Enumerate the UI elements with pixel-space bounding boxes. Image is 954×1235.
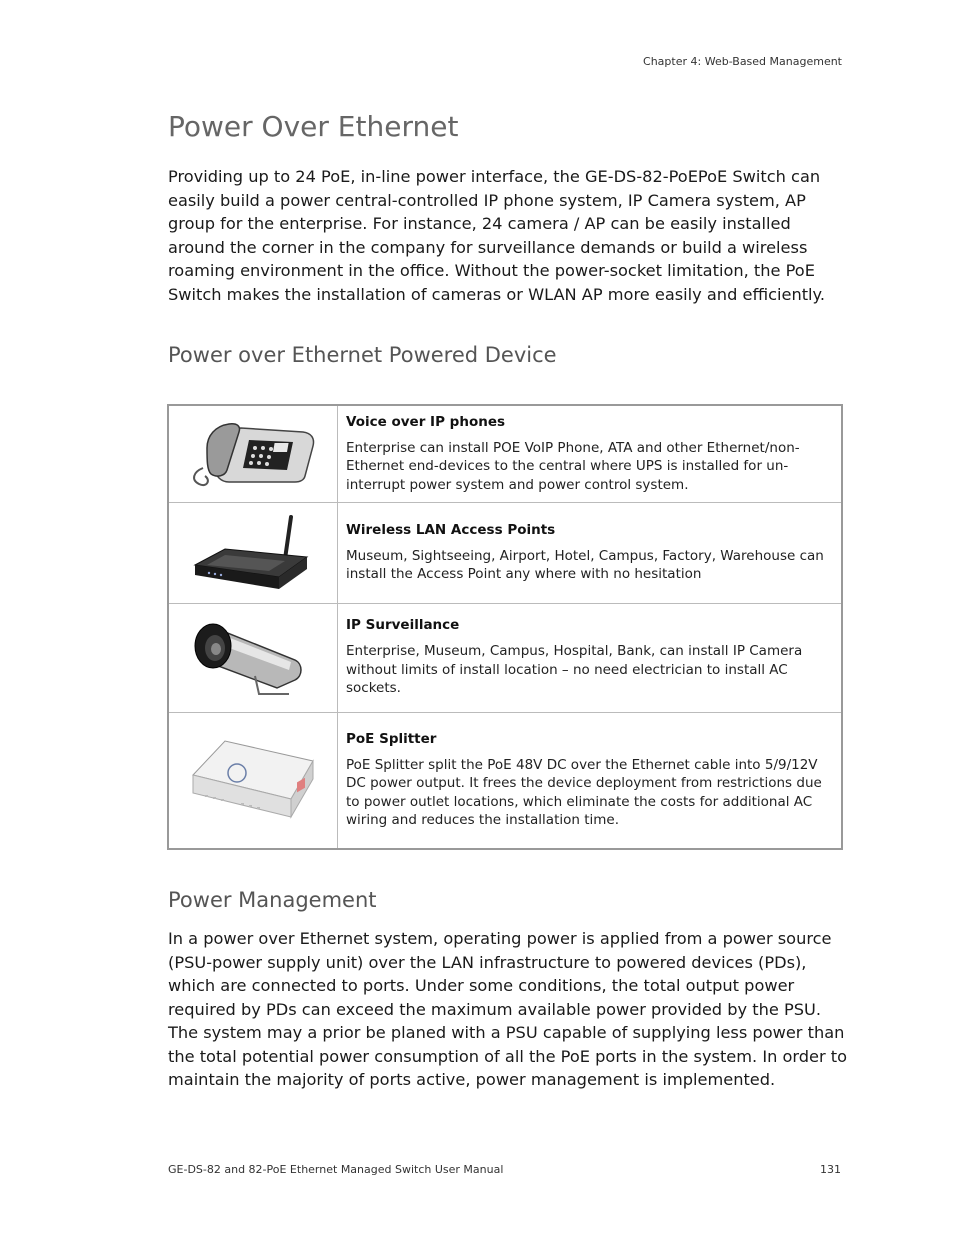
footer-manual-title: GE-DS-82 and 82-PoE Ethernet Managed Switch User Manual (168, 1163, 504, 1176)
powered-device-heading: Power over Ethernet Powered Device (168, 343, 557, 367)
page-number: 131 (820, 1163, 841, 1176)
poe-splitter-image (168, 712, 338, 849)
power-management-paragraph: In a power over Ethernet system, operating power is applied from a power source (PSU-power supply unit) over the LAN infrastructure to powered devices (PDs), which are connected to ports. Under some conditions, the total output power required by PDs can exceed the maximum available power provided by the PSU. The system may a prior be planed with a PSU capable of supplying less power than the total potential power consumption of all the PoE ports in the system. In order to maintain the majority of ports active, power management is implemented. (168, 929, 848, 1089)
device-title: IP Surveillance (346, 617, 460, 634)
wireless-access-point-image (168, 502, 338, 603)
ip-phone-image (168, 405, 338, 502)
device-text-cell (338, 712, 843, 849)
device-title: Wireless LAN Access Points (346, 521, 556, 538)
powered-device-table (167, 404, 843, 850)
device-description: PoE Splitter split the PoE 48V DC over the Ethernet cable into 5/9/12V DC power output. It frees the device deployment from restrictions due to power outlet locations, which eliminate the costs for additional AC wiring and reduces the installation time. (346, 756, 822, 829)
table-row (168, 712, 842, 849)
device-title: PoE Splitter (346, 730, 437, 747)
page-title: Power Over Ethernet (168, 110, 459, 143)
device-text-cell (338, 502, 843, 603)
ip-camera-image (168, 603, 338, 712)
device-title: Voice over IP phones (346, 413, 506, 430)
device-description: Enterprise can install POE VoIP Phone, ATA and other Ethernet/non-Ethernet end-devices to the central where UPS is installed for un-interrupt power system and power control system. (346, 439, 800, 493)
running-header: Chapter 4: Web-Based Management (643, 55, 842, 68)
power-management-heading: Power Management (168, 888, 377, 912)
table-row (168, 502, 842, 603)
table-row (168, 603, 842, 712)
device-description: Enterprise, Museum, Campus, Hospital, Bank, can install IP Camera without limits of install location – no need electrician to install AC sockets. (346, 643, 803, 697)
device-description: Museum, Sightseeing, Airport, Hotel, Campus, Factory, Warehouse can install the Access Point any where with no hesitation (346, 547, 824, 582)
table-row (168, 405, 842, 502)
intro-paragraph: Providing up to 24 PoE, in-line power interface, the GE-DS-82-PoEPoE Switch can easily build a power central-controlled IP phone system, IP Camera system, AP group for the enterprise. For instance, 24 camera / AP can be easily installed around the corner in the company for surveillance demands or build a wireless roaming environment in the office. Without the power-socket limitation, the PoE Switch makes the installation of cameras or WLAN AP more easily and efficiently. (168, 167, 825, 304)
device-text-cell (338, 405, 843, 502)
device-text-cell (338, 603, 843, 712)
